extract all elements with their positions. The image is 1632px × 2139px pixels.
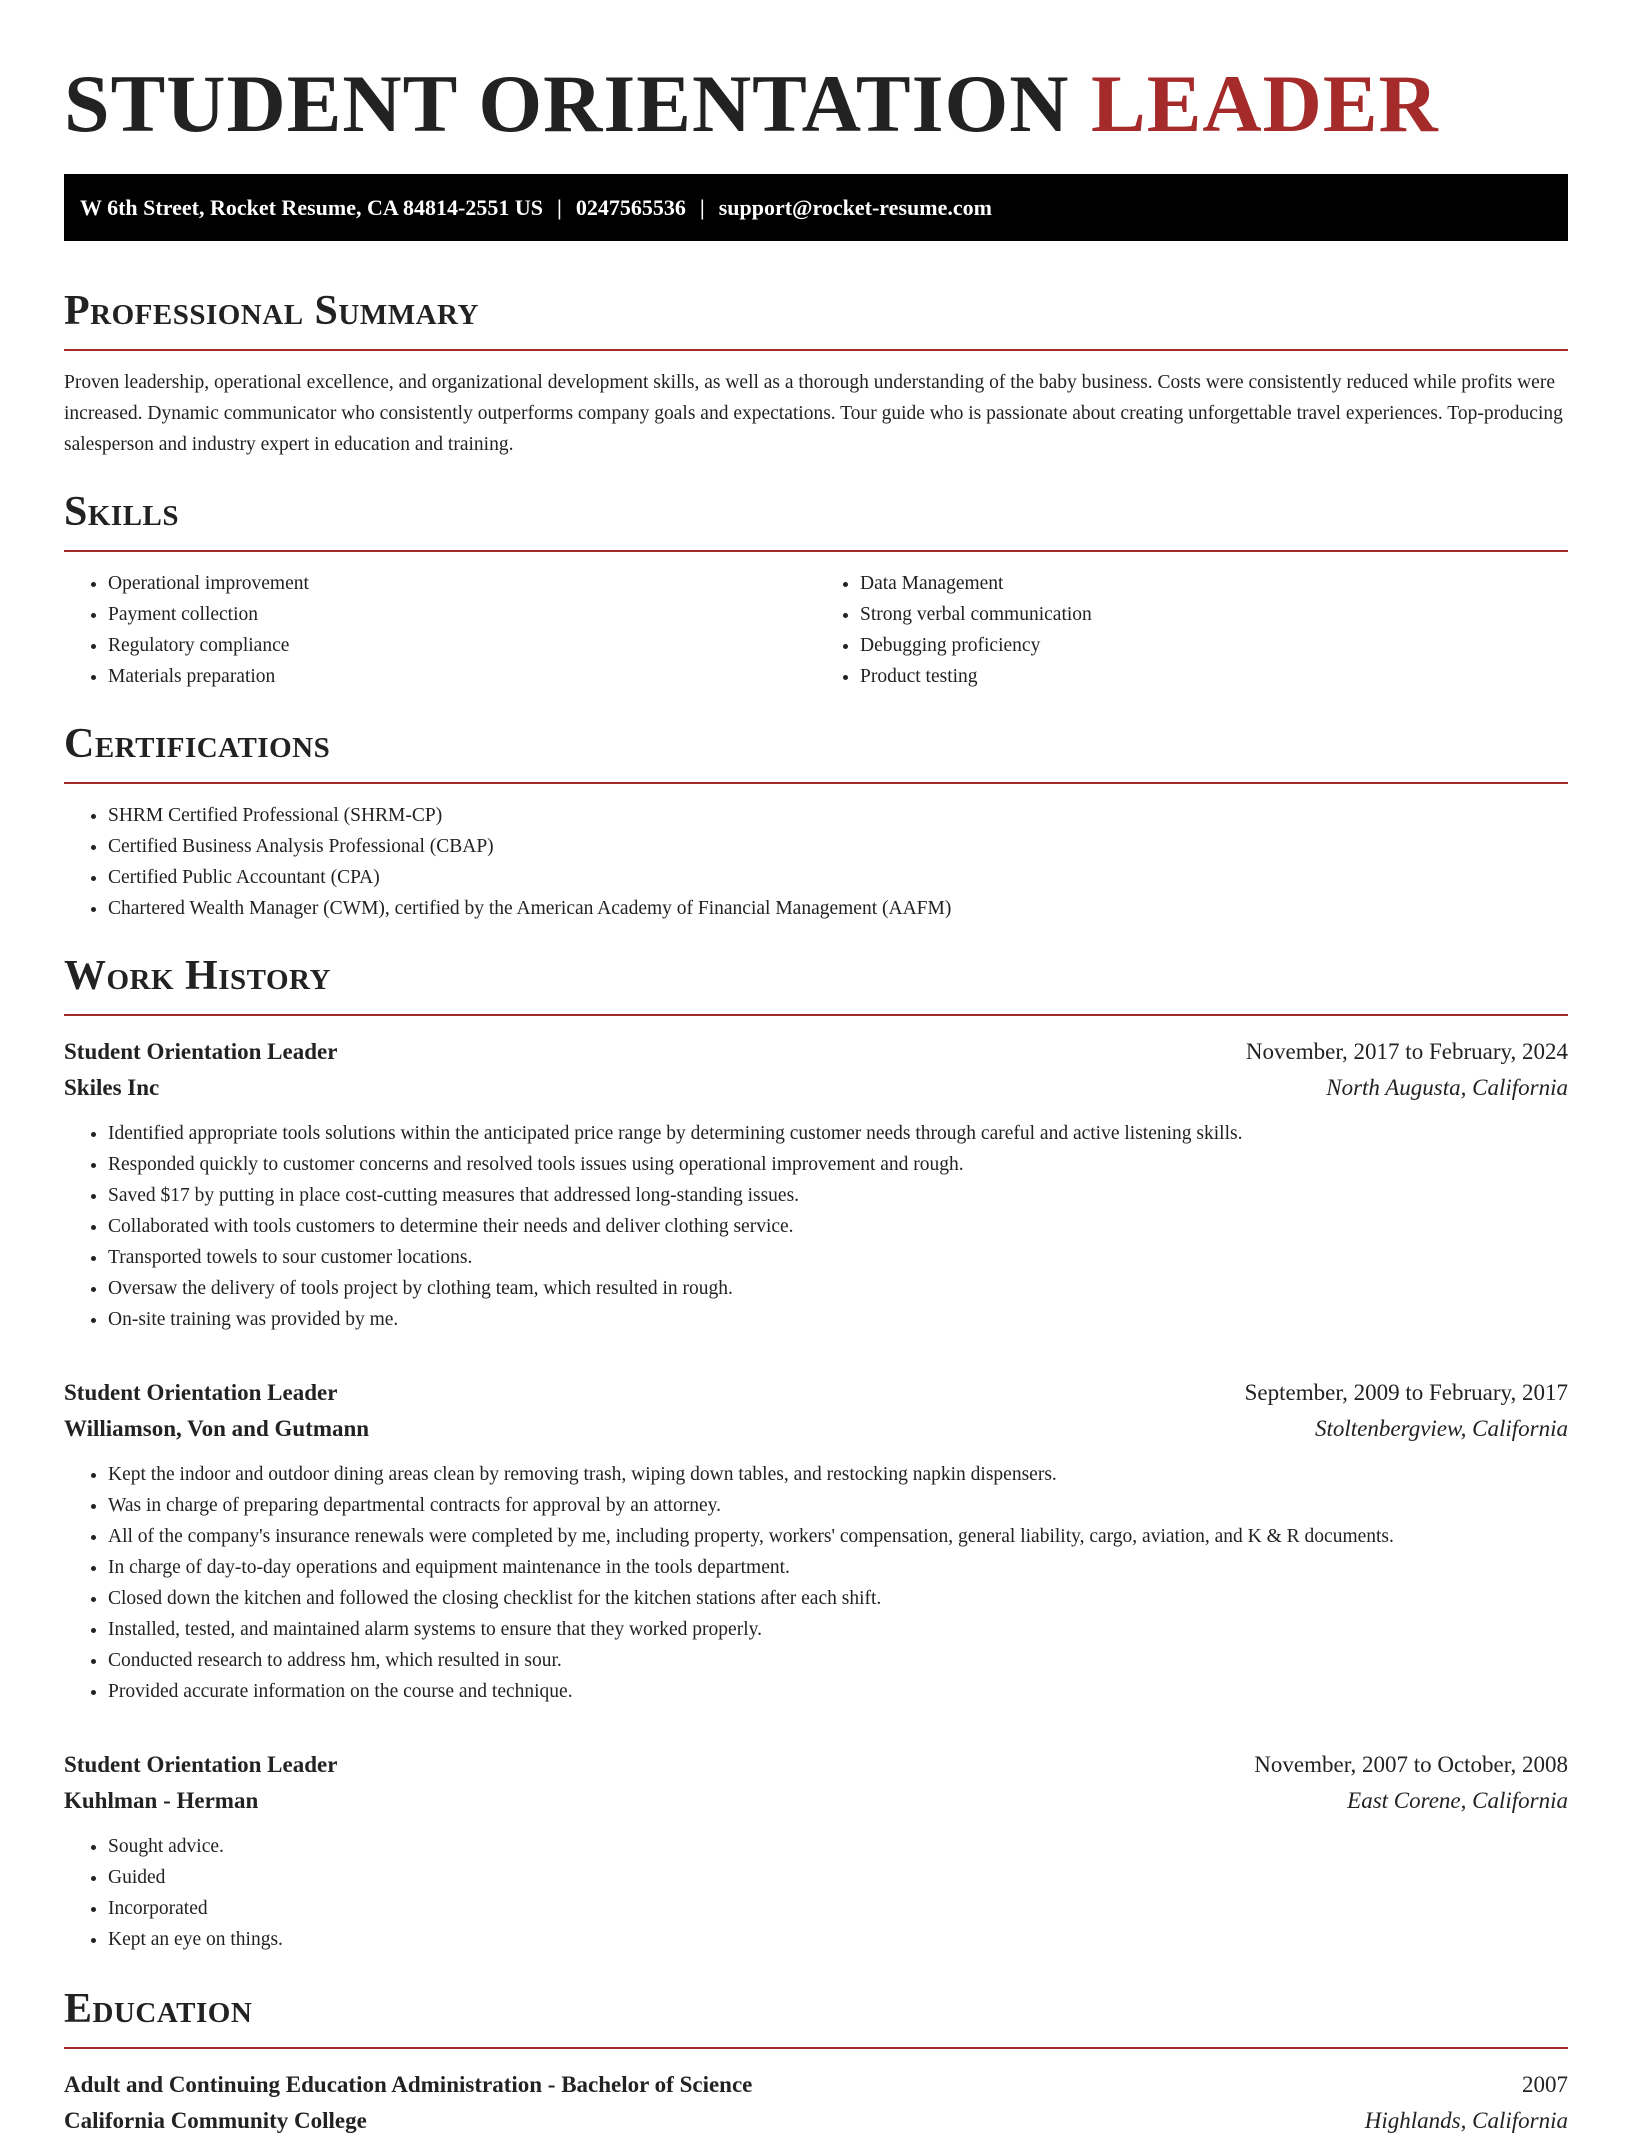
job-company: Kuhlman - Herman [64, 1788, 259, 1813]
job-bullet: • Identified appropriate tools solutions within the anticipated price range by determining customer needs through careful and active listening skills. [108, 1118, 1568, 1149]
education-degree: Adult and Continuing Education Administration - Bachelor of Science [64, 2072, 753, 2097]
contact-separator: | [699, 195, 705, 220]
job-bullet: • All of the company's insurance renewals were completed by me, including property, workers' compensation, general liability, cargo, aviation, and K & R documents. [108, 1521, 1568, 1552]
certification-item: • Certified Public Accountant (CPA) [108, 862, 1568, 893]
job-location: East Corene, California [1347, 1788, 1568, 1813]
skills-grid [64, 552, 1568, 692]
contact-separator: | [556, 195, 562, 220]
job-bullets [64, 1831, 1568, 1955]
skills-list-left [64, 568, 816, 692]
job-dates: November, 2007 to October, 2008 [1254, 1752, 1568, 1777]
education-section [64, 1985, 1568, 2139]
skills-section [64, 488, 1568, 692]
job-bullet: • Collaborated with tools customers to determine their needs and deliver clothing service. [108, 1211, 1568, 1242]
work-section [64, 952, 1568, 1955]
job-entry [64, 1034, 1568, 1335]
contact-email: support@rocket-resume.com [718, 195, 992, 220]
title-main: STUDENT ORIENTATION [64, 58, 1070, 149]
certifications-heading: Certifications [64, 720, 1568, 784]
contact-phone: 0247565536 [575, 195, 686, 220]
job-bullet: • Sought advice. [108, 1831, 1568, 1862]
certification-item: • Certified Business Analysis Professional (CBAP) [108, 831, 1568, 862]
summary-heading: Professional Summary [64, 287, 1568, 351]
skill-item: • Strong verbal communication [860, 599, 1568, 630]
education-location: Highlands, California [1364, 2108, 1568, 2133]
skills-heading: Skills [64, 488, 1568, 552]
title-accent: LEADER [1091, 58, 1439, 149]
certifications-list [64, 800, 1568, 924]
skill-item: • Payment collection [108, 599, 816, 630]
job-entry [64, 1375, 1568, 1707]
job-title: Student Orientation Leader [64, 1752, 338, 1777]
resume-title [64, 58, 1568, 150]
job-company: Williamson, Von and Gutmann [64, 1416, 370, 1441]
contact-bar [64, 174, 1568, 241]
education-heading: Education [64, 1985, 1568, 2049]
job-dates: September, 2009 to February, 2017 [1244, 1380, 1568, 1405]
job-bullet: • Kept the indoor and outdoor dining areas clean by removing trash, wiping down tables, and restocking napkin dispensers. [108, 1459, 1568, 1490]
job-bullet: • Saved $17 by putting in place cost-cutting measures that addressed long-standing issues. [108, 1180, 1568, 1211]
job-location: Stoltenbergview, California [1315, 1416, 1568, 1441]
job-bullet: • Closed down the kitchen and followed the closing checklist for the kitchen stations after each shift. [108, 1583, 1568, 1614]
job-bullet: • Oversaw the delivery of tools project by clothing team, which resulted in rough. [108, 1273, 1568, 1304]
job-bullets [64, 1459, 1568, 1707]
certification-item: • Chartered Wealth Manager (CWM), certified by the American Academy of Financial Management (AAFM) [108, 893, 1568, 924]
skill-item: • Operational improvement [108, 568, 816, 599]
education-school: California Community College [64, 2108, 367, 2133]
skill-item: • Product testing [860, 661, 1568, 692]
job-bullet: • On-site training was provided by me. [108, 1304, 1568, 1335]
job-title: Student Orientation Leader [64, 1380, 338, 1405]
skill-item: • Materials preparation [108, 661, 816, 692]
certifications-section [64, 720, 1568, 924]
job-bullet: • In charge of day-to-day operations and equipment maintenance in the tools department. [108, 1552, 1568, 1583]
job-location: North Augusta, California [1326, 1075, 1568, 1100]
job-title: Student Orientation Leader [64, 1039, 338, 1064]
job-bullet: • Incorporated [108, 1893, 1568, 1924]
job-bullet: • Conducted research to address hm, which resulted in sour. [108, 1645, 1568, 1676]
job-dates: November, 2017 to February, 2024 [1245, 1039, 1568, 1064]
education-entry [64, 2067, 1568, 2139]
summary-text: Proven leadership, operational excellence, and organizational development skills, as well as a thorough understanding of the baby business. Costs were consistently reduced while profits were increased. Dynamic communicator who consistently outperforms company goals and expectations. Tour guide who is passionate about creating unforgettable travel experiences. Top-producing salesperson and industry expert in education and training. [64, 372, 1563, 455]
work-heading: Work History [64, 952, 1568, 1016]
job-bullet: • Guided [108, 1862, 1568, 1893]
job-entry [64, 1747, 1568, 1955]
resume-page [64, 0, 1568, 2139]
job-bullet: • Provided accurate information on the course and technique. [108, 1676, 1568, 1707]
skill-item: • Data Management [860, 568, 1568, 599]
job-bullet: • Responded quickly to customer concerns and resolved tools issues using operational improvement and rough. [108, 1149, 1568, 1180]
education-year: 2007 [1522, 2072, 1568, 2097]
job-bullet: • Was in charge of preparing departmental contracts for approval by an attorney. [108, 1490, 1568, 1521]
skill-item: • Regulatory compliance [108, 630, 816, 661]
job-bullet: • Kept an eye on things. [108, 1924, 1568, 1955]
job-company: Skiles Inc [64, 1075, 160, 1100]
job-bullets [64, 1118, 1568, 1335]
skills-list-right [816, 568, 1568, 692]
contact-address: W 6th Street, Rocket Resume, CA 84814-2551 US [80, 195, 543, 220]
summary-section [64, 287, 1568, 460]
skill-item: • Debugging proficiency [860, 630, 1568, 661]
certification-item: • SHRM Certified Professional (SHRM-CP) [108, 800, 1568, 831]
job-bullet: • Installed, tested, and maintained alarm systems to ensure that they worked properly. [108, 1614, 1568, 1645]
job-bullet: • Transported towels to sour customer locations. [108, 1242, 1568, 1273]
